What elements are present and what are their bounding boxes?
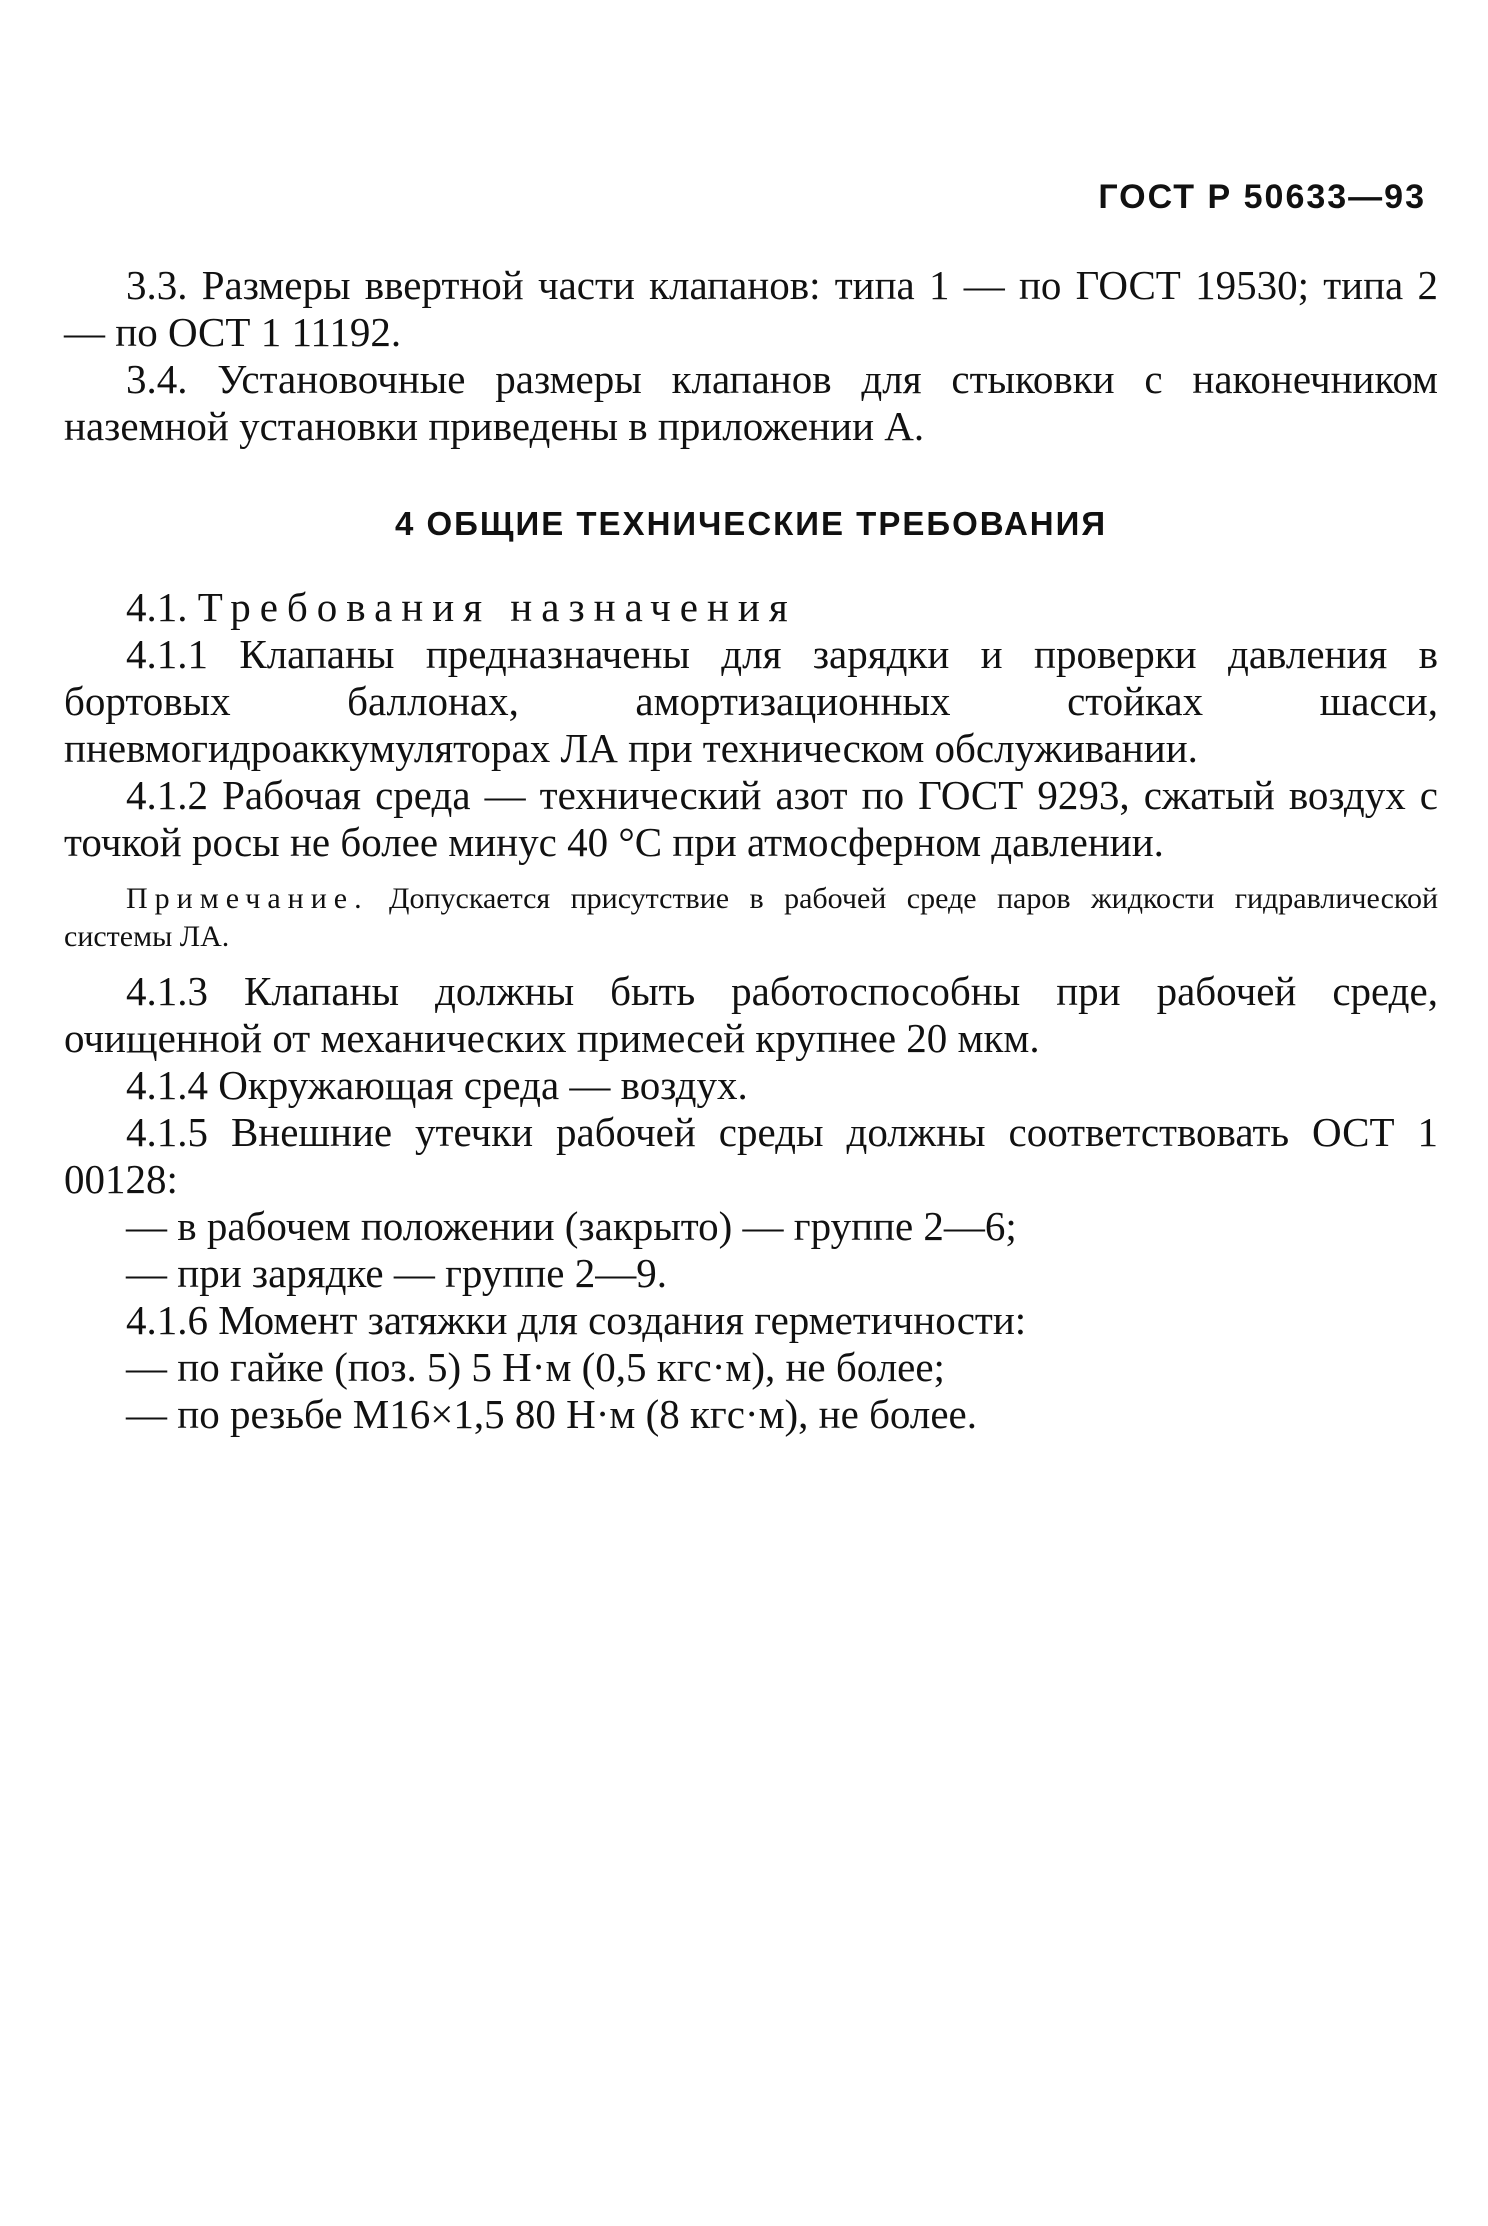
paragraph-3-4: 3.4. Установочные размеры клапанов для стыковки с наконечником наземной установки приведены в приложении А.	[64, 356, 1438, 449]
paragraph-4-1-4: 4.1.4 Окружающая среда — воздух.	[126, 1062, 748, 1108]
list-item-4-1-5-closed: — в рабочем положении (закрыто) — группе 2—6;	[126, 1203, 1017, 1249]
document-code-header: ГОСТ Р 50633—93	[1098, 178, 1426, 216]
subsection-number: 4.1.	[126, 584, 188, 630]
paragraph-4-1-6: 4.1.6 Момент затяжки для создания герметичности:	[126, 1297, 1027, 1343]
note	[64, 880, 1438, 956]
section-title: 4 ОБЩИЕ ТЕХНИЧЕСКИЕ ТРЕБОВАНИЯ	[394, 505, 1108, 542]
paragraph-4-1-2: 4.1.2 Рабочая среда — технический азот по ГОСТ 9293, сжатый воздух с точкой росы не более минус 40 °С при атмосферном давлении.	[64, 772, 1438, 865]
note-text: Допускается присутствие в рабочей среде паров жидкости гидравлической системы ЛА.	[64, 882, 1438, 953]
paragraph-4-1-3: 4.1.3 Клапаны должны быть работоспособны при рабочей среде, очищенной от механических примесей крупнее 20 мкм.	[64, 968, 1438, 1061]
paragraph-4-1-5: 4.1.5 Внешние утечки рабочей среды должны соответствовать ОСТ 1 00128:	[64, 1109, 1438, 1202]
paragraph-3-3: 3.3. Размеры ввертной части клапанов: типа 1 — по ГОСТ 19530; типа 2 — по ОСТ 1 11192.	[64, 262, 1438, 355]
list-item-4-1-5-charging: — при зарядке — группе 2—9.	[126, 1250, 667, 1296]
list-item-4-1-6-nut: — по гайке (поз. 5) 5 Н·м (0,5 кгс·м), не более;	[126, 1344, 945, 1390]
subsection-heading-4-1	[64, 584, 1438, 631]
document-body	[64, 262, 1438, 1438]
subsection-title: Требования назначения	[197, 584, 797, 630]
note-label: Примечание.	[126, 882, 369, 915]
list-item-4-1-6-thread: — по резьбе М16×1,5 80 Н·м (8 кгс·м), не более.	[126, 1391, 977, 1437]
paragraph-4-1-1: 4.1.1 Клапаны предназначены для зарядки и проверки давления в бортовых баллонах, амортизационных стойках шасси, пневмогидроаккумуляторах ЛА при техническом обслуживании.	[64, 631, 1438, 771]
